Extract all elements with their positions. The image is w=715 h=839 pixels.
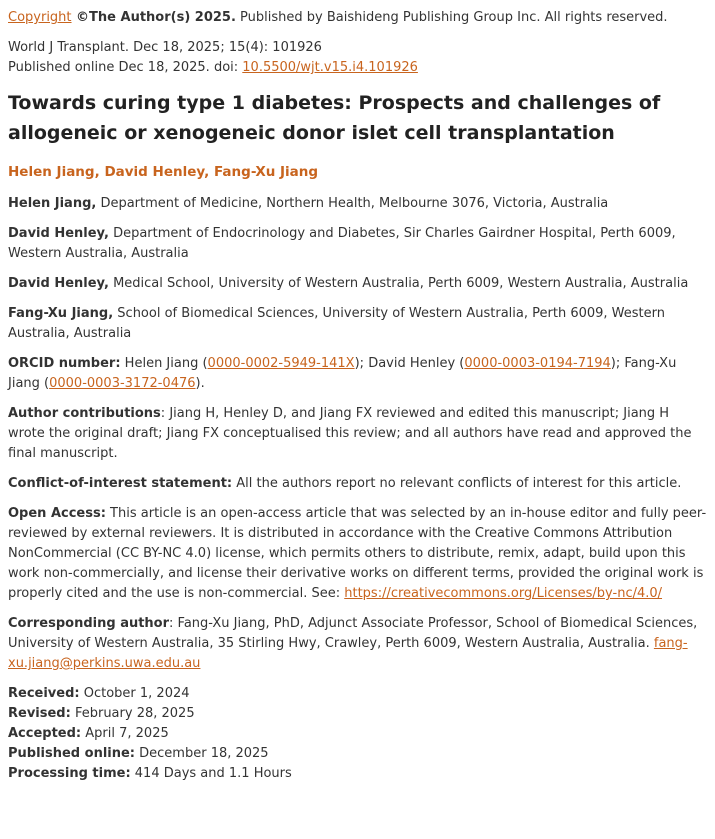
authors-line [8,162,707,182]
affiliation-text: Department of Endocrinology and Diabetes, Sir Charles Gairdner Hospital, Perth 6009, Western Australia, Australia [8,226,676,261]
affiliation-author: David Henley, [8,226,109,241]
orcid-label: ORCID number: [8,356,121,371]
corresponding-email-link[interactable]: fang-xu.jiang@perkins.uwa.edu.au [8,636,688,671]
author-link[interactable]: Helen Jiang [8,164,95,180]
corresponding-author [8,614,707,674]
author-link[interactable]: Fang-Xu Jiang [214,164,319,180]
conflict-statement-text: All the authors report no relevant conflicts of interest for this article. [232,476,682,491]
orcid-entry-pre: Fang-Xu Jiang ( [8,356,677,391]
open-access-statement [8,504,707,604]
received-date-line [8,684,707,704]
published-online-date-line [8,744,707,764]
author-link[interactable]: David Henley [104,164,205,180]
orcid-id-link[interactable]: 0000-0002-5949-141X [207,356,355,371]
accepted-date-line [8,724,707,744]
revised-date-line [8,704,707,724]
accepted-value: April 7, 2025 [81,726,169,741]
article-title: Towards curing type 1 diabetes: Prospects and challenges of allogeneic or xenogeneic donor islet cell transplantation [8,92,661,144]
journal-citation-block [8,38,707,78]
orcid-id-link[interactable]: 0000-0003-3172-0476 [49,376,196,391]
corresponding-author-label: Corresponding author [8,616,170,631]
corresponding-author-text: Fang-Xu Jiang, PhD, Adjunct Associate Professor, School of Biomedical Sciences, University of Western Australia, 35 Stirling Hwy, Crawley, Perth 6009, Western Australia, Australia. [8,616,698,651]
copyright-link[interactable]: Copyright [8,10,72,25]
license-link[interactable]: https://creativecommons.org/Licenses/by-nc/4.0/ [344,586,663,601]
orcid-entry-post: ); [610,356,625,371]
affiliation [8,304,707,344]
revised-value: February 28, 2025 [70,706,195,721]
copyright-rest: Published by Baishideng Publishing Group Inc. All rights reserved. [235,10,668,25]
received-label: Received: [8,686,80,701]
orcid-id-link[interactable]: 0000-0003-0194-7194 [464,356,611,371]
orcid-entry-post: ); [354,356,369,371]
author-contributions-text: Jiang H, Henley D, and Jiang FX reviewed and edited this manuscript; Jiang H wrote the original draft; Jiang FX conceptualised this review; and all authors have read and approved the final manuscript. [8,406,692,461]
affiliation-author: Helen Jiang, [8,196,97,211]
processing-time-label: Processing time: [8,766,131,781]
journal-citation: World J Transplant. Dec 18, 2025; 15(4): 101926 [8,40,322,55]
open-access-label: Open Access: [8,506,106,521]
revised-label: Revised: [8,706,71,721]
affiliation-text: Medical School, University of Western Australia, Perth 6009, Western Australia, Australia [108,276,689,291]
copyright-line [8,8,707,28]
author-separator: , [94,164,105,180]
orcid-entry-pre: Helen Jiang ( [120,356,208,371]
published-online-label: Published online: [8,746,136,761]
author-contributions-colon: : [160,406,170,421]
received-value: October 1, 2024 [79,686,190,701]
author-contributions [8,404,707,464]
author-separator: , [204,164,214,180]
conflict-statement [8,474,707,494]
affiliation-text: Department of Medicine, Northern Health, Melbourne 3076, Victoria, Australia [96,196,609,211]
corresponding-author-colon: : [169,616,178,631]
doi-link[interactable]: 10.5500/wjt.v15.i4.101926 [242,60,418,75]
affiliation-author: Fang-Xu Jiang, [8,306,114,321]
article-dates [8,684,707,784]
affiliation [8,224,707,264]
processing-time-value: 414 Days and 1.1 Hours [130,766,292,781]
affiliation [8,274,707,294]
affiliation-text: School of Biomedical Sciences, University of Western Australia, Perth 6009, Western Australia, Australia [8,306,665,341]
copyright-bold: ©The Author(s) 2025. [71,10,236,25]
author-contributions-label: Author contributions [8,406,161,421]
affiliation [8,194,707,214]
accepted-label: Accepted: [8,726,82,741]
processing-time-line [8,764,707,784]
conflict-statement-label: Conflict-of-interest statement: [8,476,233,491]
open-access-text: This article is an open-access article that was selected by an in-house editor and fully peer-reviewed by external reviewers. It is distributed in accordance with the Creative Commons Attribution NonCommercial (CC BY-NC 4.0) license, which permits others to distribute, remix, adapt, build upon this work non-commercially, and license their derivative works on different terms, provided the original work is properly cited and the use is non-commercial. See: [8,506,707,601]
published-online-prefix: Published online Dec 18, 2025. doi: [8,60,243,75]
orcid-line [8,354,707,394]
affiliation-author: David Henley, [8,276,109,291]
orcid-entry-pre: David Henley ( [368,356,465,371]
orcid-entry-post: ). [195,376,205,391]
published-online-value: December 18, 2025 [135,746,269,761]
